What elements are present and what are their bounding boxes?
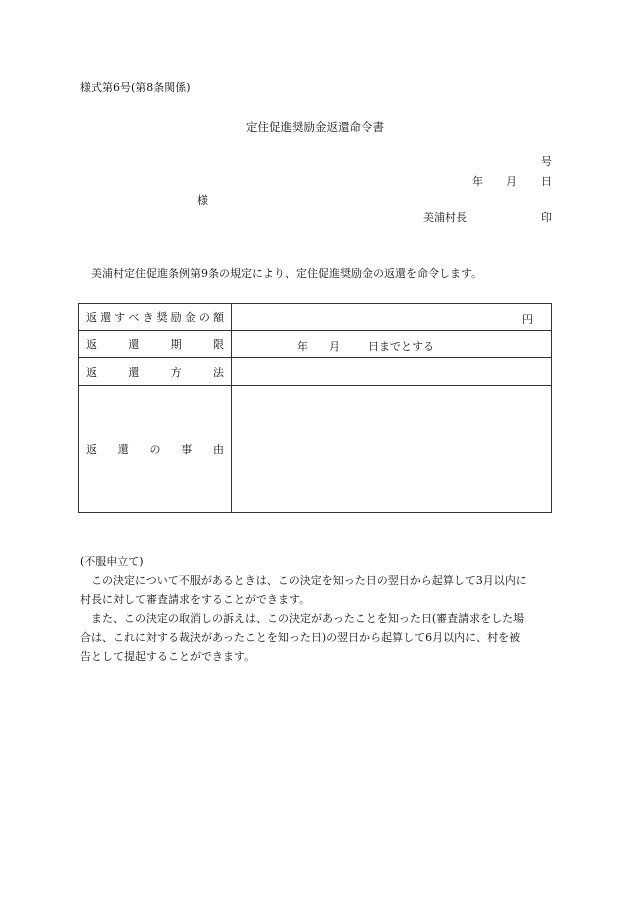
table-row-reason: [79, 386, 552, 513]
document-title: 定住促進奨励金返還命令書: [246, 120, 384, 134]
amount-label: [79, 309, 231, 325]
objection-heading: (不服申立て): [80, 555, 144, 568]
date-month-label: 月: [506, 175, 517, 188]
label-char: 返: [86, 311, 97, 324]
deadline-day-label: 日までとする: [368, 340, 434, 353]
paragraph-line: 告として提起することができます。: [80, 650, 256, 663]
reason-label-cell: [79, 386, 232, 513]
label-char: 奨: [156, 311, 168, 324]
label-char: 額: [212, 311, 224, 324]
amount-value-cell[interactable]: [232, 304, 552, 331]
objection-paragraph-1: [80, 571, 554, 609]
date-day-label: 日: [541, 175, 552, 188]
repayment-info-table: [78, 303, 552, 513]
label-char: の: [198, 311, 210, 324]
document-number-label: 号: [541, 155, 552, 168]
label-char: 方: [170, 365, 182, 379]
reason-label: [79, 441, 231, 457]
table-row-amount: [79, 304, 552, 331]
label-char: 還: [100, 311, 112, 324]
body-statement: 美浦村定住促進条例第9条の規定により、定住促進奨励金の返還を命令します。: [91, 267, 483, 280]
addressee-honorific: 様: [197, 194, 208, 207]
paragraph-line: 村長に対して審査請求をすることができます。: [80, 593, 311, 606]
label-char: 還: [128, 338, 140, 351]
label-char: 返: [86, 443, 97, 456]
label-char: 期: [170, 338, 182, 351]
label-char: 返: [86, 338, 97, 351]
label-char: 金: [184, 311, 196, 324]
paragraph-line: 合は、これに対する裁決があったことを知った日)の翌日から起算して6月以内に、村を被: [80, 631, 521, 644]
deadline-label-cell: [79, 331, 232, 358]
reason-value-cell[interactable]: [232, 386, 552, 513]
deadline-label: [79, 336, 231, 352]
paragraph-line: この決定について不服があるときは、この決定を知った日の翌日から起算して3月以内に: [91, 574, 527, 587]
label-char: す: [114, 311, 126, 324]
label-char: の: [149, 443, 161, 456]
label-char: き: [142, 311, 154, 324]
form-number-label: 様式第6号(第8条関係): [80, 81, 191, 94]
deadline-year-label: 年: [297, 340, 308, 353]
label-char: 還: [117, 443, 129, 456]
label-char: 由: [213, 443, 224, 456]
method-label-cell: [79, 358, 232, 386]
issuer-name: 美浦村長: [423, 211, 467, 224]
yen-unit: 円: [522, 313, 533, 326]
table-row-deadline: [79, 331, 552, 358]
label-char: 励: [170, 311, 182, 324]
table-row-method: [79, 358, 552, 386]
amount-label-cell: [79, 304, 232, 331]
date-year-label: 年: [472, 175, 483, 188]
objection-paragraph-2: [80, 609, 554, 666]
label-char: 限: [212, 338, 224, 351]
label-char: 返: [86, 365, 97, 379]
label-char: べ: [128, 311, 140, 324]
method-label: [79, 364, 231, 380]
label-char: 事: [181, 443, 193, 456]
deadline-value-cell[interactable]: [232, 331, 552, 358]
label-char: 法: [212, 365, 224, 379]
method-value-cell[interactable]: [232, 358, 552, 386]
label-char: 還: [128, 365, 140, 379]
seal-mark: 印: [541, 211, 552, 224]
deadline-month-label: 月: [329, 340, 340, 353]
paragraph-line: また、この決定の取消しの訴えは、この決定があったことを知った日(審査請求をした場: [91, 612, 525, 625]
